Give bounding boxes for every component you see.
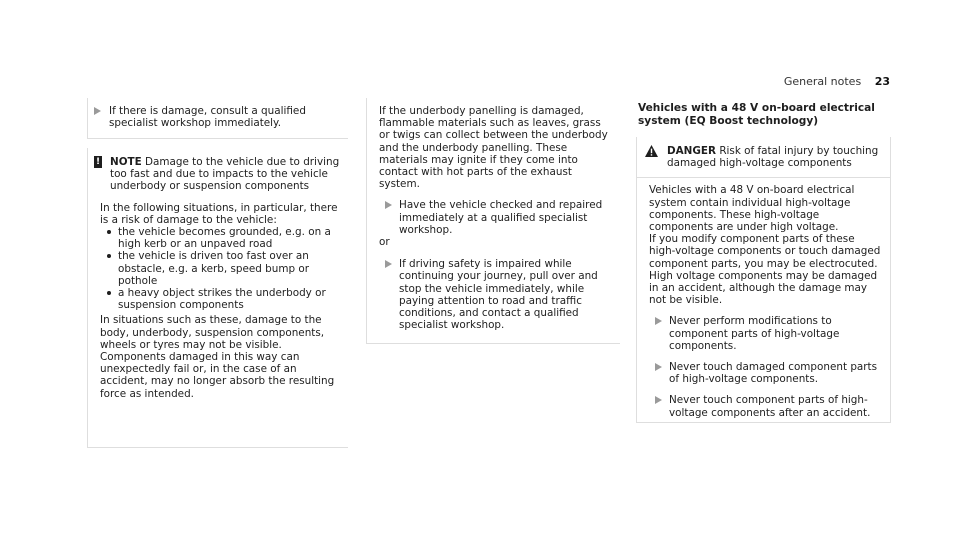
danger-label: DANGER <box>667 145 716 157</box>
bullet-item <box>105 250 340 287</box>
step-text: Never touch damaged component parts of high-voltage components. <box>669 361 878 386</box>
right-triangle-icon <box>94 107 101 115</box>
step-text: If there is damage, consult a qualified specialist workshop immediately. <box>109 105 306 130</box>
bullet-dot-icon <box>107 254 111 258</box>
danger-para-2: If you modify component parts of these high-voltage components or touch damaged component parts, you may be electrocuted. <box>649 233 881 270</box>
step-text: Never touch component parts of high-voltage components after an accident. <box>669 394 871 419</box>
danger-para-3: High voltage components may be damaged in an accident, although the damage may not be visible. <box>649 269 878 307</box>
bullet-text: the vehicle is driven too fast over an obstacle, e.g. a kerb, speed bump or pothole <box>118 250 310 287</box>
note-block <box>87 148 348 448</box>
bullet-item <box>105 287 340 311</box>
page-number: 23 <box>874 75 890 88</box>
right-triangle-icon <box>655 317 662 325</box>
bullet-text: a heavy object strikes the underbody or suspension components <box>118 287 326 312</box>
bullet-dot-icon <box>107 291 111 295</box>
danger-block <box>636 137 891 423</box>
step-no-touch-accident <box>637 394 882 418</box>
step-no-touch-damaged <box>637 361 882 385</box>
step-frame-consult <box>87 98 348 139</box>
bullet-text: the vehicle becomes grounded, e.g. on a high kerb or an unpaved road <box>118 226 331 251</box>
step-consult <box>88 105 340 129</box>
right-triangle-icon <box>385 201 392 209</box>
right-triangle-icon <box>385 260 392 268</box>
note-intro: In the following situations, in particular, there is a risk of damage to the vehicle: <box>100 201 338 226</box>
danger-title-text: Risk of fatal injury by touching damaged high-voltage components <box>667 145 879 170</box>
step-text: Never perform modifications to component parts of high-voltage components. <box>669 315 840 352</box>
or-text: or <box>379 236 390 249</box>
danger-para-1: Vehicles with a 48 V on-board electrical system contain individual high-voltage components. These high-voltage components are under high voltage. <box>649 184 855 234</box>
step-have-checked <box>367 199 612 236</box>
section-title: General notes <box>783 75 862 88</box>
note-title <box>110 156 340 193</box>
step-text: Have the vehicle checked and repaired immediately at a qualified specialist workshop. <box>399 199 603 236</box>
danger-header <box>637 145 882 169</box>
note-label: NOTE <box>110 156 142 168</box>
right-triangle-icon <box>655 363 662 371</box>
danger-title <box>667 145 882 169</box>
panelling-block <box>366 98 620 344</box>
warning-triangle-icon <box>645 145 658 157</box>
step-no-modify <box>637 315 882 352</box>
panelling-para: If the underbody panelling is damaged, flammable materials such as leaves, grass or twigs can collect between the underbody and the underbody panelling. These materials may ignite if they come into contact with hot parts of the exhaust system. <box>379 105 608 191</box>
exclamation-box-icon: ! <box>95 157 101 167</box>
step-stop-vehicle <box>367 258 612 331</box>
heading-text: Vehicles with a 48 V on-board electrical system (EQ Boost technology) <box>638 102 875 127</box>
note-header <box>88 156 340 193</box>
step-text: If driving safety is impaired while continuing your journey, pull over and stop the vehicle immediately, while paying attention to road and traffic conditions, and contact a qualified specialist workshop. <box>399 258 598 332</box>
bullet-dot-icon <box>107 230 111 234</box>
note-title-text: Damage to the vehicle due to driving too fast and due to impacts to the vehicle underbody or suspension components <box>110 156 340 193</box>
bullet-item <box>105 226 340 250</box>
right-triangle-icon <box>655 396 662 404</box>
note-outro: In situations such as these, damage to the body, underbody, suspension components, wheels or tyres may not be visible. Components damaged in this way can unexpectedly fail or, in the case of an accident, may no longer absorb the resulting force as intended. <box>100 314 335 400</box>
page-header <box>784 76 890 88</box>
section-heading <box>638 102 900 127</box>
